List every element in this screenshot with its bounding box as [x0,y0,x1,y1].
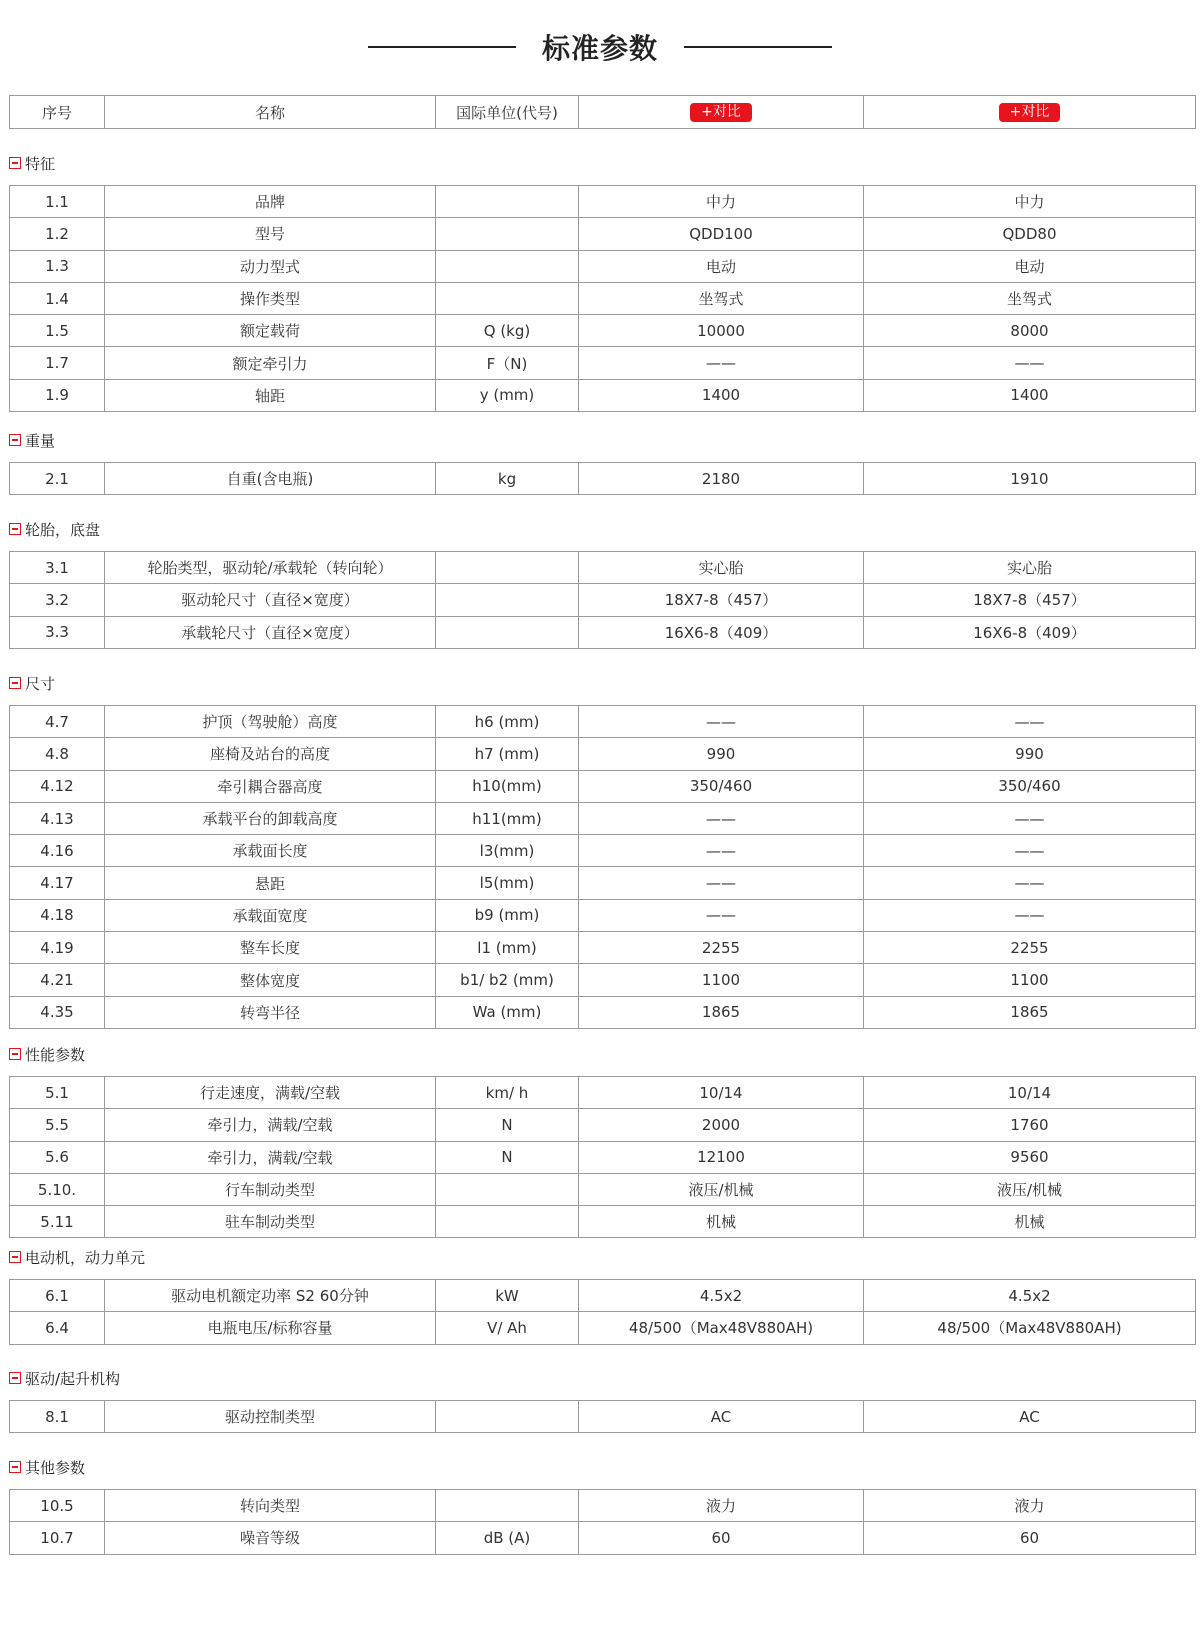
table-row [10,1077,1196,1109]
spec-name: 牵引力，满载/空载 [105,1141,436,1173]
spec-unit: kW [436,1280,579,1312]
spec-value-2: —— [864,835,1196,867]
spec-index: 4.13 [10,802,105,834]
spec-name: 噪音等级 [105,1522,436,1554]
title-right-rule [684,46,832,48]
section-title: 重量 [25,431,56,450]
spec-unit: N [436,1141,579,1173]
table-row [10,552,1196,584]
section-header[interactable] [9,673,55,693]
spec-value-1: 60 [579,1522,864,1554]
spec-unit: b9 (mm) [436,899,579,931]
collapse-minus-icon[interactable] [9,523,21,535]
spec-value-1: 坐驾式 [579,282,864,314]
spec-index: 5.11 [10,1206,105,1238]
table-row [10,1401,1196,1433]
spec-name: 转向类型 [105,1490,436,1522]
spec-unit: km/ h [436,1077,579,1109]
table-row [10,1206,1196,1238]
table-row [10,964,1196,996]
spec-unit [436,584,579,616]
spec-index: 4.16 [10,835,105,867]
spec-value-2: —— [864,347,1196,379]
spec-unit [436,282,579,314]
spec-value-1: QDD100 [579,218,864,250]
spec-unit: l5(mm) [436,867,579,899]
spec-value-2: QDD80 [864,218,1196,250]
table-row [10,867,1196,899]
spec-table [9,1489,1196,1555]
spec-unit [436,1173,579,1205]
table-row [10,770,1196,802]
spec-index: 4.21 [10,964,105,996]
spec-value-1: 18X7-8（457） [579,584,864,616]
collapse-minus-icon[interactable] [9,677,21,689]
header-compare-cell-1 [579,96,864,129]
spec-value-2: 990 [864,738,1196,770]
spec-index: 2.1 [10,463,105,495]
spec-value-2: 16X6-8（409） [864,616,1196,648]
spec-unit [436,552,579,584]
spec-value-1: 电动 [579,250,864,282]
spec-unit: N [436,1109,579,1141]
spec-name: 承载轮尺寸（直径×宽度） [105,616,436,648]
spec-value-1: 2255 [579,932,864,964]
compare-button-1[interactable]: +对比 [690,103,752,122]
spec-value-2: 液力 [864,1490,1196,1522]
spec-value-1: —— [579,706,864,738]
spec-value-2: —— [864,867,1196,899]
spec-value-1: AC [579,1401,864,1433]
spec-table [9,462,1196,495]
spec-unit: h6 (mm) [436,706,579,738]
section-header[interactable] [9,519,100,539]
spec-value-2: 9560 [864,1141,1196,1173]
spec-index: 4.19 [10,932,105,964]
spec-name: 转弯半径 [105,996,436,1028]
table-row [10,463,1196,495]
spec-value-2: 4.5x2 [864,1280,1196,1312]
spec-name: 承载平台的卸载高度 [105,802,436,834]
spec-value-1: 4.5x2 [579,1280,864,1312]
section-title: 驱动/起升机构 [25,1369,121,1388]
spec-value-1: —— [579,867,864,899]
spec-value-2: 1865 [864,996,1196,1028]
spec-value-2: 1100 [864,964,1196,996]
section-title: 其他参数 [25,1458,86,1477]
spec-unit: h7 (mm) [436,738,579,770]
spec-index: 1.1 [10,186,105,218]
spec-value-2: —— [864,802,1196,834]
compare-button-2[interactable]: +对比 [999,103,1061,122]
spec-name: 承载面长度 [105,835,436,867]
spec-value-2: 18X7-8（457） [864,584,1196,616]
spec-value-2: 48/500（Max48V880AH) [864,1312,1196,1344]
spec-unit: h10(mm) [436,770,579,802]
spec-name: 座椅及站台的高度 [105,738,436,770]
spec-unit: b1/ b2 (mm) [436,964,579,996]
spec-index: 1.5 [10,315,105,347]
spec-value-2: 坐驾式 [864,282,1196,314]
collapse-minus-icon[interactable] [9,1372,21,1384]
spec-index: 3.3 [10,616,105,648]
spec-name: 牵引力，满载/空载 [105,1109,436,1141]
spec-index: 8.1 [10,1401,105,1433]
spec-index: 1.4 [10,282,105,314]
spec-index: 3.1 [10,552,105,584]
spec-value-2: 60 [864,1522,1196,1554]
spec-index: 10.5 [10,1490,105,1522]
table-row [10,706,1196,738]
table-row [10,186,1196,218]
spec-index: 5.5 [10,1109,105,1141]
spec-unit: l1 (mm) [436,932,579,964]
section-title: 电动机，动力单元 [25,1248,146,1267]
spec-unit: F（N) [436,347,579,379]
spec-name: 行车制动类型 [105,1173,436,1205]
spec-value-1: 液压/机械 [579,1173,864,1205]
section-header[interactable] [9,1457,85,1477]
spec-index: 5.1 [10,1077,105,1109]
spec-index: 1.7 [10,347,105,379]
table-row [10,1173,1196,1205]
header-compare-cell-2 [864,96,1196,129]
header-index: 序号 [10,96,105,129]
spec-table [9,1076,1196,1238]
spec-index: 6.4 [10,1312,105,1344]
spec-unit [436,250,579,282]
table-row [10,218,1196,250]
spec-index: 4.12 [10,770,105,802]
spec-unit [436,616,579,648]
spec-value-2: 2255 [864,932,1196,964]
table-row [10,738,1196,770]
spec-name: 额定载荷 [105,315,436,347]
spec-index: 4.18 [10,899,105,931]
spec-value-2: 实心胎 [864,552,1196,584]
spec-index: 4.17 [10,867,105,899]
spec-name: 轴距 [105,379,436,411]
section-title: 特征 [25,154,56,173]
page-title-block [0,22,1200,72]
table-row [10,1280,1196,1312]
collapse-minus-icon[interactable] [9,1251,21,1263]
spec-value-1: 10000 [579,315,864,347]
spec-name: 驱动轮尺寸（直径×宽度） [105,584,436,616]
spec-value-2: 8000 [864,315,1196,347]
table-row [10,996,1196,1028]
spec-name: 牵引耦合器高度 [105,770,436,802]
spec-value-1: 2180 [579,463,864,495]
spec-name: 行走速度，满载/空载 [105,1077,436,1109]
spec-unit: l3(mm) [436,835,579,867]
spec-value-1: 液力 [579,1490,864,1522]
spec-unit [436,1401,579,1433]
table-row [10,584,1196,616]
spec-index: 4.7 [10,706,105,738]
table-row [10,1141,1196,1173]
spec-unit: dB (A) [436,1522,579,1554]
spec-value-2: 1400 [864,379,1196,411]
table-row [10,932,1196,964]
spec-table [9,1400,1196,1433]
header-table [9,95,1196,129]
spec-value-1: 1865 [579,996,864,1028]
spec-value-2: —— [864,706,1196,738]
spec-index: 1.9 [10,379,105,411]
spec-unit [436,1490,579,1522]
spec-value-1: —— [579,802,864,834]
spec-value-1: 48/500（Max48V880AH) [579,1312,864,1344]
spec-table [9,551,1196,649]
spec-name: 驱动电机额定功率 S2 60分钟 [105,1280,436,1312]
spec-name: 悬距 [105,867,436,899]
title-left-rule [368,46,516,48]
table-row [10,1490,1196,1522]
spec-value-1: 990 [579,738,864,770]
spec-index: 4.8 [10,738,105,770]
table-row [10,802,1196,834]
spec-index: 4.35 [10,996,105,1028]
spec-name: 护顶（驾驶舱）高度 [105,706,436,738]
table-row [10,835,1196,867]
spec-unit [436,218,579,250]
spec-value-2: AC [864,1401,1196,1433]
spec-value-1: —— [579,899,864,931]
spec-name: 额定牵引力 [105,347,436,379]
spec-name: 整车长度 [105,932,436,964]
spec-value-2: 10/14 [864,1077,1196,1109]
table-row [10,282,1196,314]
section-header[interactable] [9,153,55,173]
spec-value-2: 电动 [864,250,1196,282]
spec-value-1: 16X6-8（409） [579,616,864,648]
table-row [10,379,1196,411]
spec-value-2: —— [864,899,1196,931]
spec-value-2: 1760 [864,1109,1196,1141]
spec-index: 3.2 [10,584,105,616]
spec-value-2: 350/460 [864,770,1196,802]
table-row [10,250,1196,282]
spec-value-1: 2000 [579,1109,864,1141]
section-title: 轮胎，底盘 [25,520,101,539]
collapse-minus-icon[interactable] [9,1048,21,1060]
collapse-minus-icon[interactable] [9,157,21,169]
spec-unit: kg [436,463,579,495]
section-header[interactable] [9,430,55,450]
spec-value-2: 1910 [864,463,1196,495]
table-row [10,616,1196,648]
spec-unit: Q (kg) [436,315,579,347]
spec-unit: y (mm) [436,379,579,411]
table-row [10,315,1196,347]
spec-unit: h11(mm) [436,802,579,834]
spec-value-1: 中力 [579,186,864,218]
section-header[interactable] [9,1044,85,1064]
spec-name: 型号 [105,218,436,250]
spec-unit: Wa (mm) [436,996,579,1028]
spec-unit: V/ Ah [436,1312,579,1344]
table-row [10,347,1196,379]
spec-name: 轮胎类型，驱动轮/承载轮（转向轮） [105,552,436,584]
spec-value-1: 10/14 [579,1077,864,1109]
spec-index: 5.6 [10,1141,105,1173]
section-title: 尺寸 [25,674,56,693]
spec-unit [436,1206,579,1238]
page-title: 标准参数 [541,32,658,65]
section-header[interactable] [9,1368,120,1388]
spec-value-2: 机械 [864,1206,1196,1238]
spec-name: 驱动控制类型 [105,1401,436,1433]
collapse-minus-icon[interactable] [9,1461,21,1473]
spec-unit [436,186,579,218]
spec-index: 6.1 [10,1280,105,1312]
spec-index: 10.7 [10,1522,105,1554]
spec-value-1: 实心胎 [579,552,864,584]
section-header[interactable] [9,1247,145,1267]
spec-value-2: 液压/机械 [864,1173,1196,1205]
table-row [10,1109,1196,1141]
section-title: 性能参数 [25,1045,86,1064]
table-row [10,899,1196,931]
spec-value-1: 12100 [579,1141,864,1173]
spec-index: 1.2 [10,218,105,250]
table-row [10,1312,1196,1344]
spec-value-1: —— [579,835,864,867]
spec-table [9,1279,1196,1345]
spec-index: 5.10. [10,1173,105,1205]
spec-value-2: 中力 [864,186,1196,218]
spec-value-1: 机械 [579,1206,864,1238]
header-row [10,96,1196,129]
spec-name: 整体宽度 [105,964,436,996]
spec-index: 1.3 [10,250,105,282]
header-unit: 国际单位(代号) [436,96,579,129]
spec-name: 动力型式 [105,250,436,282]
spec-name: 承载面宽度 [105,899,436,931]
header-name: 名称 [105,96,436,129]
spec-name: 驻车制动类型 [105,1206,436,1238]
spec-name: 品牌 [105,186,436,218]
spec-value-1: 350/460 [579,770,864,802]
spec-table [9,705,1196,1029]
spec-value-1: 1100 [579,964,864,996]
spec-value-1: —— [579,347,864,379]
collapse-minus-icon[interactable] [9,434,21,446]
table-row [10,1522,1196,1554]
spec-name: 电瓶电压/标称容量 [105,1312,436,1344]
spec-table [9,185,1196,412]
spec-value-1: 1400 [579,379,864,411]
spec-name: 操作类型 [105,282,436,314]
spec-name: 自重(含电瓶) [105,463,436,495]
